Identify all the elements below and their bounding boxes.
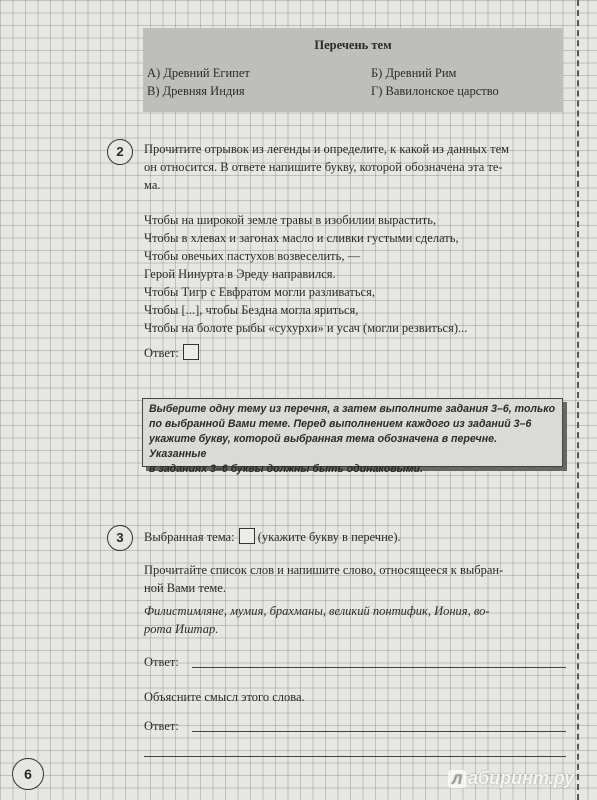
q3-chosen-label: Выбранная тема: — [144, 530, 235, 544]
q3-words-line-1: Филистимляне, мумия, брахманы, великий понтифик, Иония, во- — [144, 604, 490, 618]
page-number: 6 — [12, 758, 44, 790]
topic-item-b: Б) Древний Рим — [371, 66, 457, 80]
q2-answer-label: Ответ: — [144, 346, 179, 360]
q3-words-line-2: рота Иштар. — [144, 622, 219, 636]
poem-line-4: Герой Нинурта в Эреду направился. — [144, 267, 336, 281]
q3-prompt-line-1: Прочитайте список слов и напишите слово, относящееся к выбран- — [144, 563, 504, 577]
topic-item-v: В) Древняя Индия — [147, 84, 245, 98]
topic-item-g: Г) Вавилонское царство — [371, 84, 499, 98]
q3-chosen-box[interactable] — [239, 528, 255, 544]
instruction-box — [142, 398, 563, 475]
poem-line-3: Чтобы овечьих пастухов возвеселить, — — [144, 249, 361, 263]
watermark-text: абиринт.ру — [468, 768, 575, 788]
question-number-2: 2 — [107, 139, 133, 165]
poem-line-2: Чтобы в хлевах и загонах масло и сливки густыми сделать, — [144, 231, 459, 245]
q3-explain-text: Объясните смысл этого слова. — [144, 690, 305, 704]
watermark-logo — [448, 768, 574, 789]
instruction-line-4: в заданиях 3–6 буквы должны быть одинаковыми. — [149, 463, 423, 475]
instruction-line-2: по выбранной Вами теме. Перед выполнением каждого из заданий 3–6 — [149, 418, 532, 430]
question-number-3: 3 — [107, 525, 133, 551]
q2-answer-box[interactable] — [183, 344, 199, 360]
topic-list-box — [143, 28, 563, 112]
q3-answer-line-3[interactable] — [144, 756, 566, 757]
poem-line-1: Чтобы на широкой земле травы в изобилии вырастить, — [144, 213, 437, 227]
topic-item-a: А) Древний Египет — [147, 66, 250, 80]
q2-prompt-line-1: Прочитите отрывок из легенды и определите, к какой из данных тем — [144, 142, 510, 156]
q3-chosen-hint: (укажите букву в перечне). — [257, 530, 401, 544]
q2-prompt-line-3: ма. — [144, 178, 161, 192]
topic-list-title: Перечень тем — [314, 38, 392, 52]
cut-line — [577, 0, 579, 800]
watermark-badge: Л — [448, 770, 466, 788]
q3-answer-label-2: Ответ: — [144, 719, 179, 733]
q3-prompt-line-2: ной Вами теме. — [144, 581, 226, 595]
q2-prompt-line-2: он относится. В ответе напишите букву, которой обозначена эта те- — [144, 160, 503, 174]
q3-answer-line-2[interactable] — [192, 731, 566, 732]
q3-chosen-row — [144, 528, 401, 545]
q2-answer-row — [144, 344, 199, 361]
q3-answer-label-1: Ответ: — [144, 655, 179, 669]
poem-line-7: Чтобы на болоте рыбы «сухурхи» и усач (могли резвиться)... — [144, 321, 468, 335]
instruction-line-1: Выберите одну тему из перечня, а затем выполните задания 3–6, только — [149, 403, 556, 415]
q3-answer-line-1[interactable] — [192, 667, 566, 668]
instruction-line-3: укажите букву, которой выбранная тема обозначена в перечне. Указанные — [149, 433, 497, 460]
poem-line-5: Чтобы Тигр с Евфратом могли разливаться, — [144, 285, 375, 299]
poem-line-6: Чтобы [...], чтобы Бездна могла яриться, — [144, 303, 359, 317]
